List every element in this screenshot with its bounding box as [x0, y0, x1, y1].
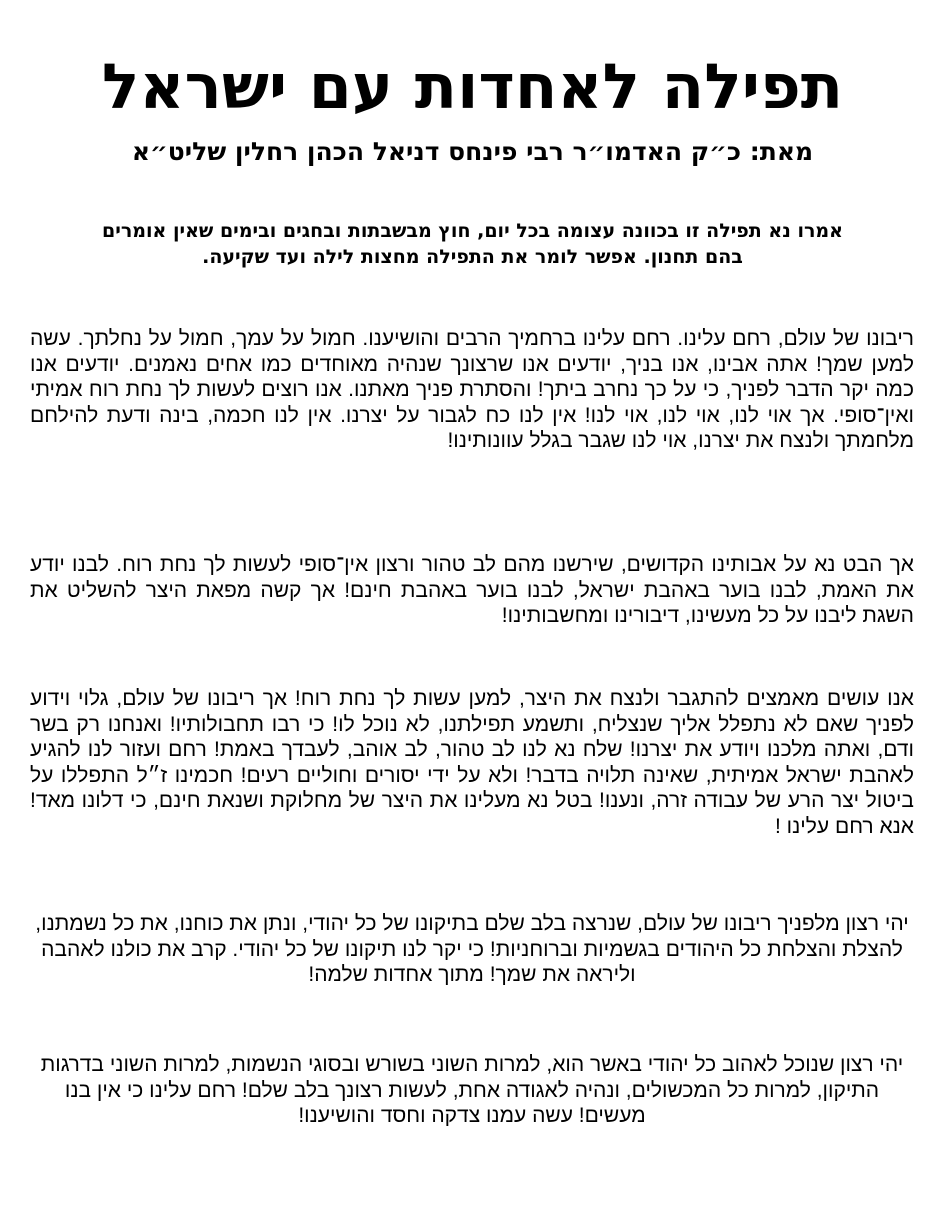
prayer-paragraph-4: יהי רצון מלפניך ריבונו של עולם, שנרצה בלב שלם בתיקונו של כל יהודי, ונתן את כוחנו, את כל נשמתנו, להצלת והצלחת כל היהודים בגשמיות וברוחניות! כי יקר לנו תיקונו של כל יהודי. קרב את כולנו לאהבה וליראה את שמך! מתוך אחדות שלמה! — [35, 912, 909, 986]
prayer-paragraph-2: אך הבט נא על אבותינו הקדושים, שירשנו מהם לב טהור ורצון אין־סופי לעשות לך נחת רוח. לבנו יודע את האמת, לבנו בוער באהבת ישראל, לבנו בוער באהבת חינם! אך קשה מפאת היצר להשליט את השגת ליבנו על כל מעשינו, דיבורינו ומחשבותינו! — [30, 553, 914, 627]
prayer-paragraph-1: ריבונו של עולם, רחם עלינו. רחם עלינו ברחמיך הרבים והושיענו. חמול על עמך, חמול על נחלתך. עשה למען שמך! אתה אבינו, אנו בניך, יודעים אנו שרצונך שנהיה מאוחדים כמו אחים נאמנים. יודעים אנו כמה יקר הדבר לפניך, כי על כך נחרב ביתך! והסתרת פניך מאתנו. אנו רוצים לעשות לך נחת רוח אמיתי ואין־סופי. אך אוי לנו, אוי לנו, אוי לנו! אין לנו כח לגבור על יצרנו. אין לנו חכמה, בינה ודעת להילחם מלחמתך ולנצח את יצרנו, אוי לנו שגבר בגלל עוונותינו! — [30, 327, 914, 452]
prayer-paragraph-5: יהי רצון שנוכל לאהוב כל יהודי באשר הוא, למרות השוני בשורש ובסוגי הנשמות, למרות השוני בדרגות התיקון, למרות כל המכשולים, ונהיה לאגודה אחת, לעשות רצונך בלב שלם! רחם עלינו כי אין בנו מעשים! עשה עמנו צדקה וחסד והושיענו! — [40, 1053, 904, 1127]
page-title: תפילה לאחדות עם ישראל — [101, 50, 844, 123]
instructions-text: אמרו נא תפילה זו בכוונה עצומה בכל יום, חוץ מבשבתות ובחגים ובימים שאין אומרים בהם תחנון. אפשר לומר את התפילה מחצות לילה ועד שקיעה. — [102, 220, 843, 268]
prayer-paragraph-3: אנו עושים מאמצים להתגבר ולנצח את היצר, למען עשות לך נחת רוח! אך ריבונו של עולם, גלוי וידוע לפניך שאם לא נתפלל אליך שנצליח, ותשמע תפילתנו, לא נוכל לו! כי רבו תחבולותיו! ואנחנו רק בשר ודם, ואתה מלכנו ויודע את יצרנו! שלח נא לנו לב טהור, לב אוהב, לעבדך באמת! רחם ועזור לנו להגיע לאהבת ישראל אמיתית, שאינה תלויה בדבר! ולא על ידי יסורים וחוליים רעים! חכמינו ז״ל התפללו על ביטול יצר הרע של עבודה זרה, ונענו! בטל נא מעלינו את היצר של מחלוקת ושנאת חינם, כי דלונו מאד! אנא רחם עלינו ! — [30, 687, 914, 838]
author-subtitle: מאת: כ״ק האדמו״ר רבי פינחס דניאל הכהן רחלין שליט״א — [131, 137, 814, 166]
